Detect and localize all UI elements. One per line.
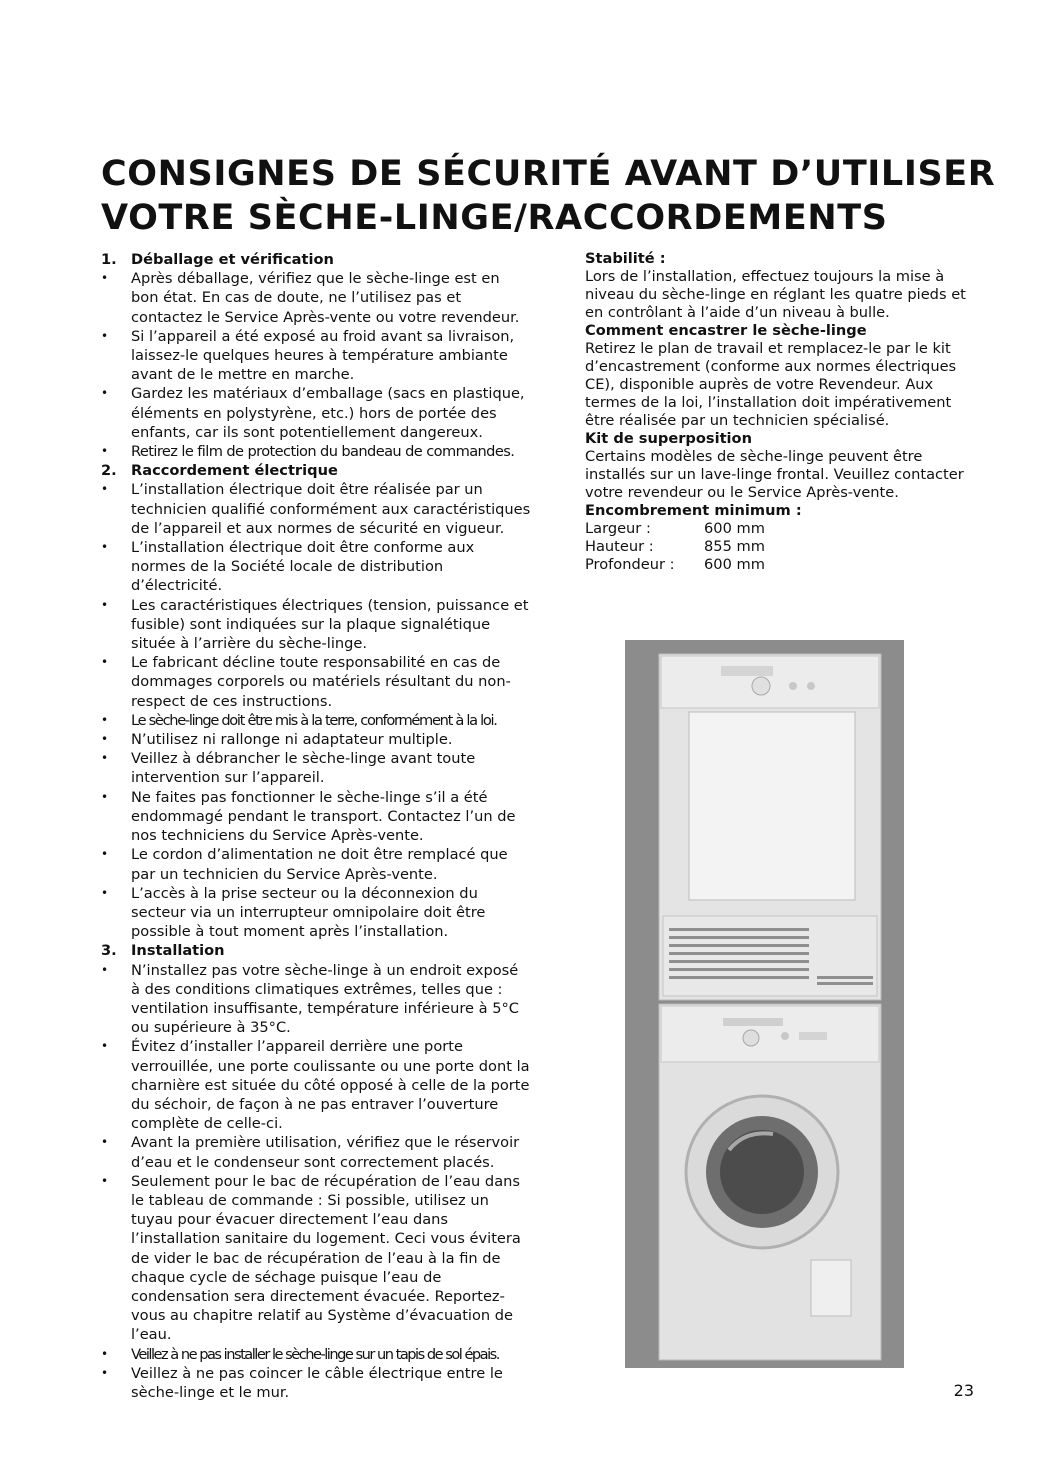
list-item bbox=[101, 788, 531, 846]
bullet-icon: • bbox=[101, 1365, 109, 1380]
bullet-icon: • bbox=[101, 328, 109, 343]
list-item-text: Gardez les matériaux d’emballage (sacs en plastique, éléments en polystyrène, etc.) hors de portée des enfants, car ils sont potentiellement dangereux. bbox=[131, 385, 525, 441]
section-heading-installation bbox=[101, 941, 531, 960]
list-item bbox=[101, 749, 531, 787]
dimension-value: 600 mm bbox=[704, 520, 765, 537]
page-title-line-2: VOTRE SÈCHE-LINGE/RACCORDEMENTS bbox=[101, 198, 888, 238]
list-item-text: Veillez à ne pas coincer le câble électrique entre le sèche-linge et le mur. bbox=[131, 1364, 503, 1401]
list-item-text: Après déballage, vérifiez que le sèche-linge est en bon état. En cas de doute, ne l’utilisez pas et contactez le Service Après-vente ou votre revendeur. bbox=[131, 270, 520, 326]
list-item bbox=[101, 442, 531, 461]
dimension-label: Largeur : bbox=[585, 520, 651, 537]
dimension-label: Hauteur : bbox=[585, 538, 654, 555]
list-item bbox=[101, 730, 531, 749]
dimension-label: Profondeur : bbox=[585, 556, 675, 573]
dimensions-heading: Encombrement minimum : bbox=[585, 502, 802, 519]
list-item bbox=[101, 269, 531, 327]
page-number: 23 bbox=[953, 1381, 974, 1400]
list-item-text: L’installation électrique doit être réalisée par un technicien qualifié conformément aux caractéristiques de l’appareil et aux normes de sécurité en vigueur. bbox=[131, 481, 531, 537]
section-title: Déballage et vérification bbox=[131, 251, 334, 268]
list-item-text: Si l’appareil a été exposé au froid avant sa livraison, laissez-le quelques heures à température ambiante avant de le mettre en marche. bbox=[131, 327, 515, 384]
list-item-text: Le fabricant décline toute responsabilité en cas de dommages corporels ou matériels résultant du non-respect de ces instructions. bbox=[131, 654, 511, 710]
safety-instructions-column bbox=[101, 250, 531, 1402]
bullet-icon: • bbox=[101, 1346, 109, 1361]
list-item-text: Seulement pour le bac de récupération de l’eau dans le tableau de commande : Si possible, utilisez un tuyau pour évacuer directement l’eau dans l’installation sanitaire du logement. Ceci vous évitera de vider le bac de récupération de l’eau à la fin de chaque cycle de séchage puisque l’eau de condensation sera directement évacuée. Reportez-vous au chapitre relatif au Système d’évacuation de l’eau. bbox=[131, 1172, 521, 1344]
list-item-text: N’utilisez ni rallonge ni adaptateur multiple. bbox=[131, 731, 453, 749]
stability-heading: Stabilité : bbox=[585, 250, 666, 267]
bullet-icon: • bbox=[101, 386, 109, 401]
stability-text: Lors de l’installation, effectuez toujours la mise à niveau du sèche-linge en réglant les quatre pieds et en contrôlant à l’aide d’un niveau à bulle. bbox=[585, 268, 966, 321]
list-item bbox=[101, 384, 531, 442]
bullet-icon: • bbox=[101, 444, 109, 459]
list-item-text: Évitez d’installer l’appareil derrière une porte verrouillée, une porte coulissante ou une porte dont la charnière est située du côté opposé à celle de la porte du séchoir, de façon à ne pas entraver l’ouverture complète de celle-ci. bbox=[131, 1038, 530, 1133]
list-item-text: N’installez pas votre sèche-linge à un endroit exposé à des conditions climatiques extrêmes, telles que : ventilation insuffisante, température inférieure à 5°C ou supérieure à 35°C. bbox=[131, 961, 519, 1037]
page-title bbox=[101, 152, 1001, 240]
section-heading-unpacking bbox=[101, 250, 531, 269]
list-item bbox=[101, 538, 531, 596]
list-item-text: Le cordon d’alimentation ne doit être remplacé que par un technicien du Service Après-vente. bbox=[131, 846, 508, 883]
bullet-icon: • bbox=[101, 962, 109, 977]
section-title: Installation bbox=[131, 942, 225, 960]
list-item-text: Veillez à débrancher le sèche-linge avant toute intervention sur l’appareil. bbox=[131, 750, 476, 787]
dimensions-table bbox=[585, 520, 985, 574]
section-heading-electrical bbox=[101, 461, 531, 480]
page-title-line-1: CONSIGNES DE SÉCURITÉ AVANT D’UTILISER bbox=[101, 154, 996, 194]
bullet-icon: • bbox=[101, 732, 109, 747]
bullet-icon: • bbox=[101, 1173, 109, 1188]
bullet-icon: • bbox=[101, 1135, 109, 1150]
list-item bbox=[101, 1172, 531, 1345]
bullet-icon: • bbox=[101, 751, 109, 766]
stacked-dryer-washer-photo bbox=[625, 640, 904, 1368]
section-number: 3. bbox=[101, 942, 117, 960]
list-item bbox=[101, 1364, 531, 1402]
bullet-icon: • bbox=[101, 540, 109, 555]
list-item-text: L’accès à la prise secteur ou la déconnexion du secteur via un interrupteur omnipolaire doit être possible à tout moment après l’installation. bbox=[131, 884, 486, 941]
stacking-kit-text: Certains modèles de sèche-linge peuvent être installés sur un lave-linge frontal. Veuillez contacter votre revendeur ou le Service Après-vente. bbox=[585, 448, 964, 501]
bullet-icon: • bbox=[101, 597, 109, 612]
list-item-text: Retirez le film de protection du bandeau de commandes. bbox=[131, 443, 515, 461]
dimension-row bbox=[585, 556, 985, 574]
bullet-icon: • bbox=[101, 271, 109, 286]
bullet-icon: • bbox=[101, 712, 109, 727]
list-item-text: Les caractéristiques électriques (tension, puissance et fusible) sont indiquées sur la plaque signalétique située à l’arrière du sèche-linge. bbox=[131, 596, 529, 653]
list-item bbox=[101, 711, 531, 730]
list-item-text: Ne faites pas fonctionner le sèche-linge s’il a été endommagé pendant le transport. Contactez l’un de nos techniciens du Service Après-vente. bbox=[131, 788, 516, 845]
list-item bbox=[101, 1037, 531, 1133]
list-item-text: Veillez à ne pas installer le sèche-linge sur un tapis de sol épais. bbox=[131, 1345, 499, 1363]
dimension-value: 600 mm bbox=[704, 556, 765, 573]
dimension-row bbox=[585, 520, 985, 538]
list-item bbox=[101, 884, 531, 942]
list-item bbox=[101, 596, 531, 654]
section-number: 2. bbox=[101, 462, 117, 480]
section-number: 1. bbox=[101, 251, 117, 268]
bullet-icon: • bbox=[101, 482, 109, 497]
list-item bbox=[101, 961, 531, 1038]
list-item bbox=[101, 1133, 531, 1171]
dimension-row bbox=[585, 538, 985, 556]
section-title: Raccordement électrique bbox=[131, 462, 338, 480]
bullet-icon: • bbox=[101, 655, 109, 670]
list-item bbox=[101, 845, 531, 883]
bullet-icon: • bbox=[101, 1039, 109, 1054]
bullet-icon: • bbox=[101, 789, 109, 804]
list-item bbox=[101, 653, 531, 711]
bullet-icon: • bbox=[101, 885, 109, 900]
list-item bbox=[101, 480, 531, 538]
list-item-text: Avant la première utilisation, vérifiez que le réservoir d’eau et le condenseur sont correctement placés. bbox=[131, 1134, 520, 1171]
stacking-kit-heading: Kit de superposition bbox=[585, 430, 752, 447]
embed-heading: Comment encastrer le sèche-linge bbox=[585, 322, 867, 339]
washing-machine-illustration bbox=[659, 1004, 881, 1360]
list-item-text: L’installation électrique doit être conforme aux normes de la Société locale de distribution d’électricité. bbox=[131, 539, 475, 595]
list-item-text: Le sèche-linge doit être mis à la terre, conformément à la loi. bbox=[131, 711, 497, 729]
dimension-value: 855 mm bbox=[704, 538, 765, 555]
dryer-illustration bbox=[659, 654, 881, 1000]
installation-info-column bbox=[585, 250, 985, 574]
embed-text: Retirez le plan de travail et remplacez-le par le kit d’encastrement (conforme aux normes électriques CE), disponible auprès de votre Revendeur. Aux termes de la loi, l’installation doit impérativement être réalisée par un technicien spécialisé. bbox=[585, 340, 957, 429]
list-item bbox=[101, 327, 531, 385]
list-item bbox=[101, 1345, 531, 1364]
bullet-icon: • bbox=[101, 847, 109, 862]
